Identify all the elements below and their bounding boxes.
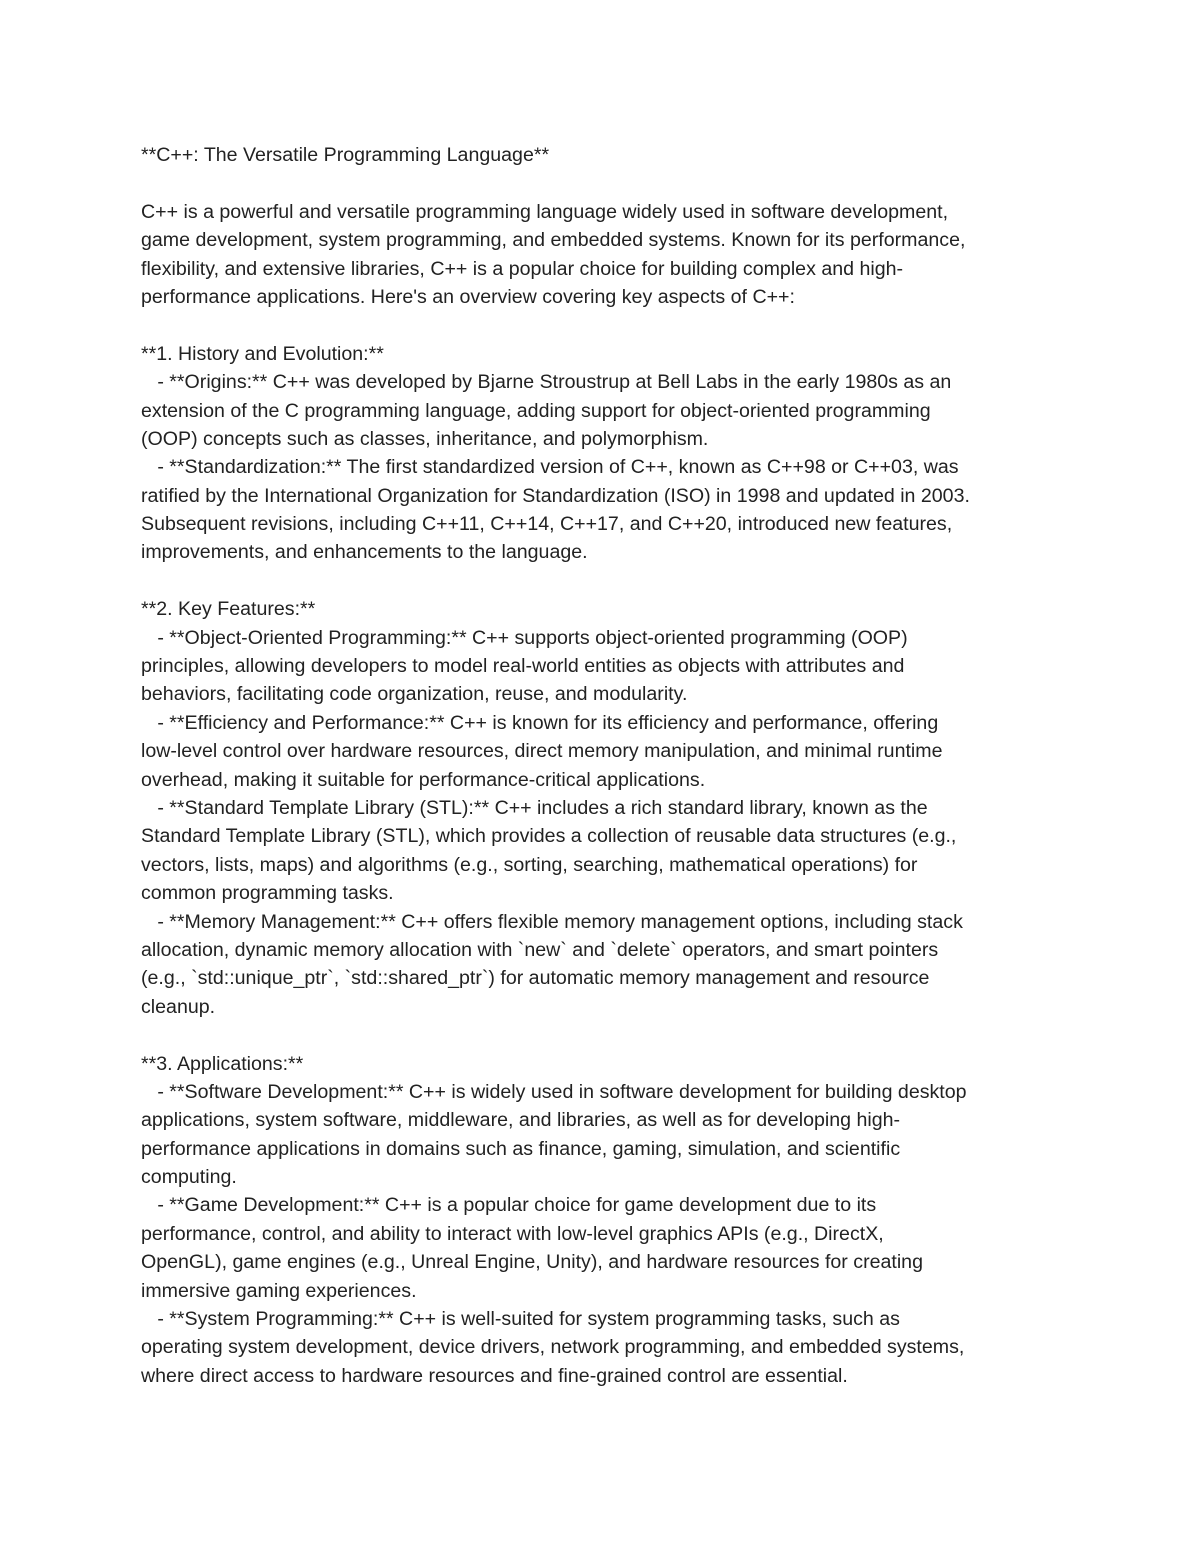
section-line: where direct access to hardware resources and fine-grained control are essential. [141,1364,848,1387]
section-line: behaviors, facilitating code organization, reuse, and modularity. [141,683,688,706]
document-title: **C++: The Versatile Programming Language** [141,144,550,166]
section-line: - **Memory Management:** C++ offers flexible memory management options, including stack [141,910,963,933]
section-line: Standard Template Library (STL), which provides a collection of reusable data structures (e.g., [141,825,957,848]
section-line: ratified by the International Organization for Standardization (ISO) in 1998 and updated in 2003. [141,484,970,507]
intro-paragraph [141,198,1071,312]
section-line: cleanup. [141,995,216,1018]
section-line: extension of the C programming language, adding support for object-oriented programming [141,399,931,422]
section-line: (OOP) concepts such as classes, inheritance, and polymorphism. [141,427,709,450]
section-heading: **3. Applications:** [141,1052,304,1075]
spacer [141,311,1071,339]
section-line: computing. [141,1166,237,1189]
section-line: improvements, and enhancements to the language. [141,541,588,564]
spacer [141,169,1071,197]
section-key-features [141,595,1071,1021]
section-line: - **Standard Template Library (STL):** C++ includes a rich standard library, known as the [141,796,928,819]
section-history [141,340,1071,567]
section-line: OpenGL), game engines (e.g., Unreal Engine, Unity), and hardware resources for creating [141,1251,923,1274]
section-line: operating system development, device drivers, network programming, and embedded systems, [141,1336,965,1359]
section-line: Subsequent revisions, including C++11, C++14, C++17, and C++20, introduced new features, [141,513,953,536]
section-heading: **2. Key Features:** [141,598,316,621]
section-line: immersive gaming experiences. [141,1279,417,1302]
section-line: overhead, making it suitable for performance-critical applications. [141,768,706,791]
document-page [141,141,1071,1390]
section-line: vectors, lists, maps) and algorithms (e.g., sorting, searching, mathematical operations) for [141,853,918,876]
section-line: - **System Programming:** C++ is well-suited for system programming tasks, such as [141,1308,900,1331]
section-heading: **1. History and Evolution:** [141,342,384,365]
section-line: - **Object-Oriented Programming:** C++ supports object-oriented programming (OOP) [141,626,908,649]
section-line: performance, control, and ability to interact with low-level graphics APIs (e.g., DirectX, [141,1222,884,1245]
section-line: common programming tasks. [141,882,394,905]
intro-line: flexibility, and extensive libraries, C++ is a popular choice for building complex and high- [141,257,904,280]
section-line: applications, system software, middleware, and libraries, as well as for developing high- [141,1109,901,1132]
intro-line: performance applications. Here's an overview covering key aspects of C++: [141,285,795,308]
section-line: performance applications in domains such as finance, gaming, simulation, and scientific [141,1137,901,1160]
section-line: - **Standardization:** The first standardized version of C++, known as C++98 or C++03, was [141,456,959,479]
spacer [141,1021,1071,1049]
section-line: - **Software Development:** C++ is widely used in software development for building desktop [141,1080,967,1103]
intro-line: C++ is a powerful and versatile programming language widely used in software development, [141,200,949,223]
section-line: allocation, dynamic memory allocation with `new` and `delete` operators, and smart pointers [141,938,939,961]
section-line: principles, allowing developers to model real-world entities as objects with attributes and [141,655,905,678]
section-line: low-level control over hardware resources, direct memory manipulation, and minimal runtime [141,740,943,763]
section-line: - **Origins:** C++ was developed by Bjarne Stroustrup at Bell Labs in the early 1980s as an [141,371,952,394]
section-applications [141,1050,1071,1391]
section-line: - **Efficiency and Performance:** C++ is known for its efficiency and performance, offering [141,711,939,734]
section-line: - **Game Development:** C++ is a popular choice for game development due to its [141,1194,877,1217]
section-line: (e.g., `std::unique_ptr`, `std::shared_ptr`) for automatic memory management and resource [141,967,930,990]
spacer [141,567,1071,595]
intro-line: game development, system programming, and embedded systems. Known for its performance, [141,229,966,252]
